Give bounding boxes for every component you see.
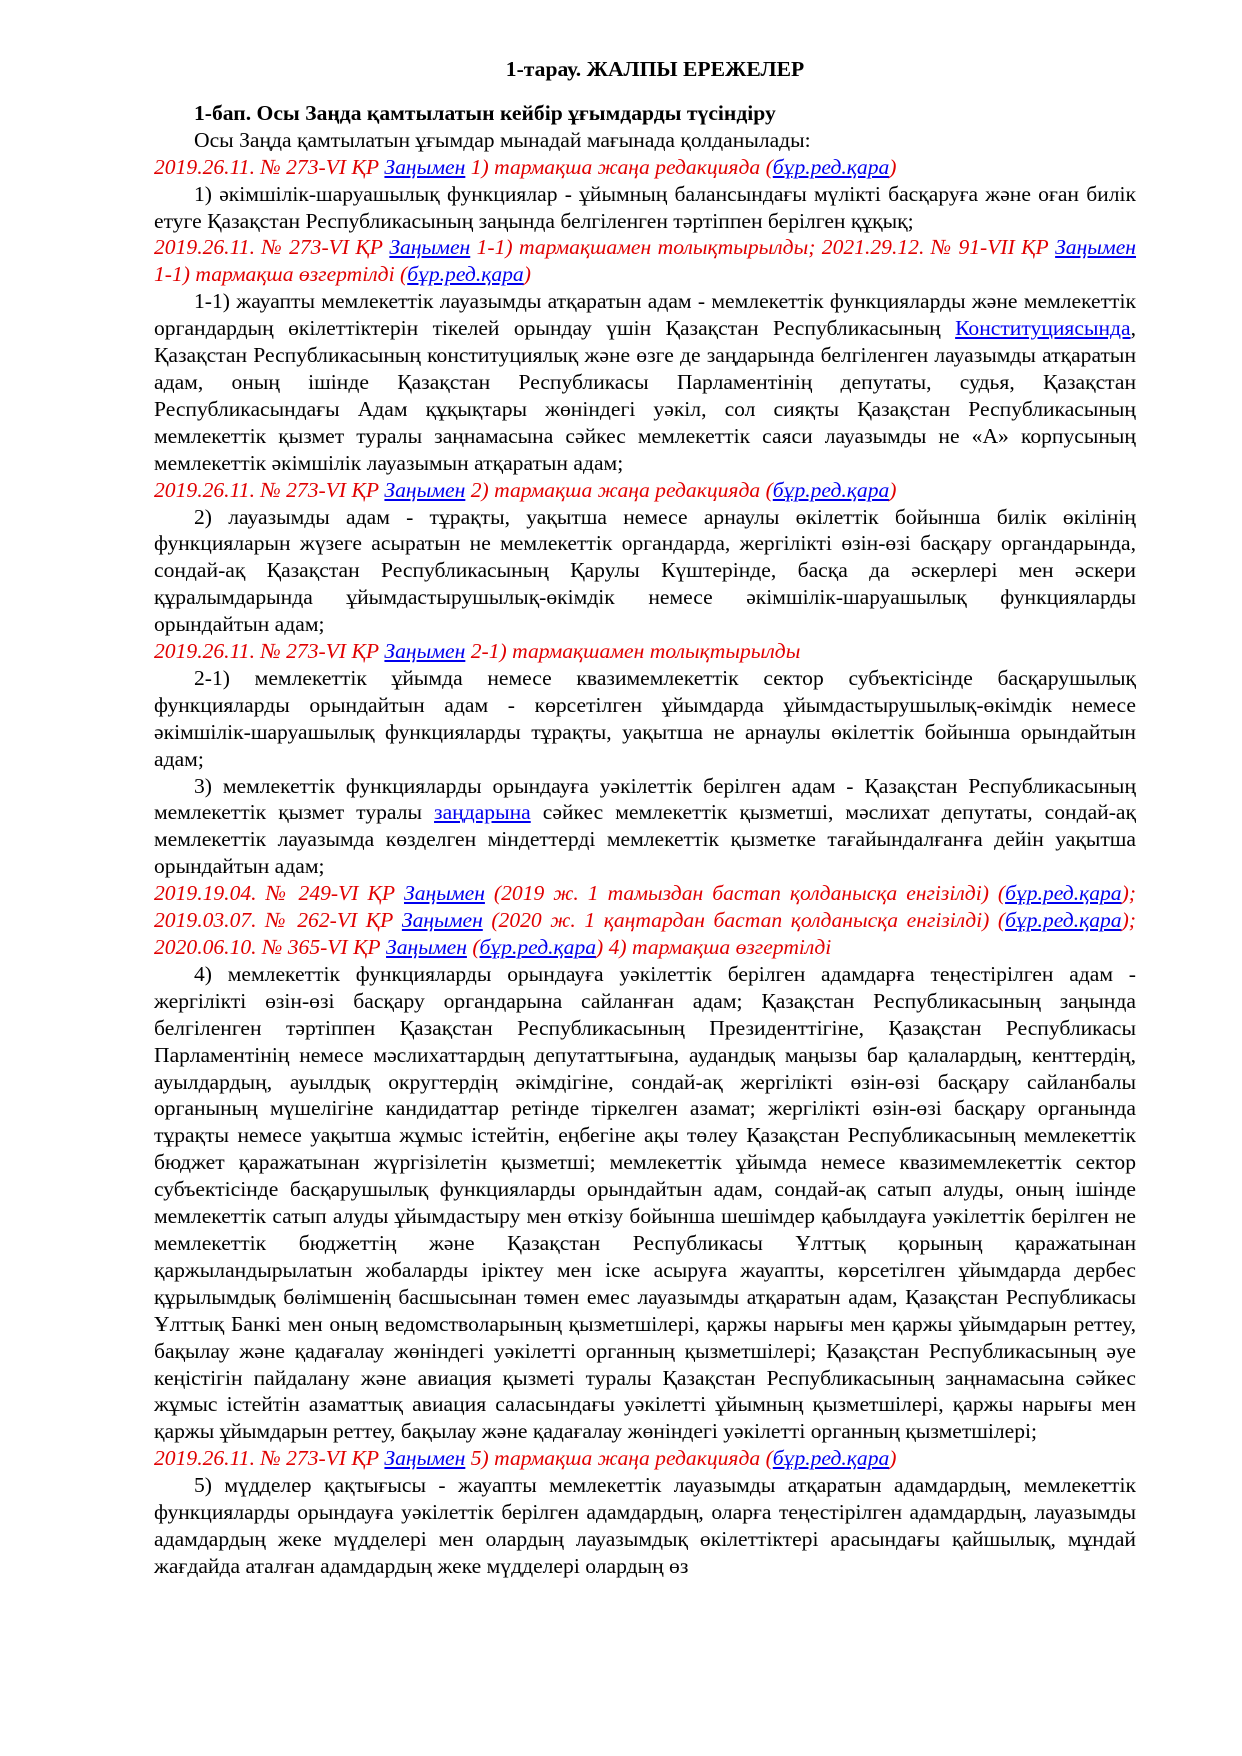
law-link[interactable]: Заңымен	[401, 908, 483, 933]
amendment-note	[154, 154, 1136, 181]
note-text: 2019.26.11. № 273-VI ҚР	[154, 1446, 385, 1471]
law-link[interactable]: Заңымен	[384, 1446, 466, 1471]
note-text: 2) тармақша жаңа редакцияда (	[465, 477, 773, 502]
note-text: 2019.19.04. № 249-VI ҚР	[154, 881, 405, 906]
note-text: ); 2020.06.10. № 365-VI ҚР	[154, 908, 1136, 959]
note-text: (2020 ж. 1 қаңтардан бастап қолданысқа енгізілді) (	[482, 908, 1006, 933]
definition-paragraph: 1) әкімшілік-шаруашылық функциялар - ұйымның балансындағы мүлікті басқаруға және оған билік етуге Қазақстан Республикасының заңында белгіленген тәртіппен берілген құқық;	[154, 181, 1136, 233]
note-text: 1) тармақша жаңа редакцияда (	[465, 154, 773, 179]
note-text: 2019.26.11. № 273-VI ҚР	[154, 154, 385, 179]
law-link[interactable]: Заңымен	[389, 235, 471, 260]
definition-paragraph: 4) мемлекеттік функцияларды орындауға уәкілеттік берілген адамдарға теңестірілген адам - жергілікті өзін-өзі басқару органдарына сайланған адам; Қазақстан Республикасының заңында белгіленген тәртіппен Қазақстан Республикасының Президенттігіне, Қазақстан Республикасы Парламентінің немесе мәслихаттардың депутаттығына, аудандық маңызы бар қалалардың, кенттердің, ауылдардың, ауылдық округтердің әкімдігіне, сондай-ақ жергілікті өзін-өзі басқару сайланбалы органының мүшелігіне кандидаттар ретінде тіркелген азамат; жергілікті өзін-өзі басқару органында тұрақты немесе уақытша жұмыс істейтін, еңбегіне ақы төлеу Қазақстан Республикасының мемлекеттік бюджет қаражатынан жүргізілетін қызметші; мемлекеттік ұйымда немесе квазимемлекеттік сектор субъектісінде басқарушылық функцияларды орындайтын адам, сондай-ақ сатып алуды, оның ішінде мемлекеттік сатып алуды ұйымдастыру мен өткізу бойынша шешімдер қабылдауға уәкілеттік берілген не мемлекеттік бюджеттің және Қазақстан Республикасы Ұлттық қорының қаражатынан қаржыландырылатын жобаларды іріктеу мен іске асыруға жауапты, көрсетілген ұйымдарда дербес құрылымдық бөлімшенің басшысынан төмен емес лауазымды атқаратын адам, Қазақстан Республикасы Ұлттық Банкі мен оның ведомстволарының қызметшілері, қаржы нарығы мен қаржы ұйымдарын реттеу, бақылау және қадағалау жөніндегі уәкілетті органның қызметшілері; Қазақстан Республикасының әуе кеңістігін пайдалану және авиация қызметі туралы Қазақстан Республикасының заңнамасына сәйкес жұмыс істейтін азаматтық авиация саласындағы уәкілетті ұйымның қызметшілері, қаржы нарығы мен қаржы ұйымдарын реттеу, бақылау және қадағалау жөніндегі уәкілетті органның қызметшілері;	[154, 961, 1136, 1444]
note-text: 5) тармақша жаңа редакцияда (	[465, 1446, 773, 1471]
note-text: (2019 ж. 1 тамыздан бастап қолданысқа енгізілді) (	[484, 881, 1006, 906]
note-text: )	[889, 477, 897, 502]
note-text: )	[523, 262, 531, 287]
note-text: 1-1) тармақша өзгертілді (	[154, 262, 408, 287]
previous-edition-link[interactable]: бұр.ред.қара	[772, 1446, 890, 1471]
article-heading: 1-бап. Осы Заңда қамтылатын кейбір ұғымдарды түсіндіру	[194, 100, 776, 125]
definition-paragraph	[154, 288, 1136, 476]
definition-paragraph: 2-1) мемлекеттік ұйымда немесе квазимемлекеттік сектор субъектісінде басқарушылық функцияларды орындайтын адам - көрсетілген ұйымдарда ұйымдастырушылық-өкімдік немесе әкімшілік-шаруашылық функцияларды тұрақты, уақытша не арнаулы өкілеттік бойынша орындайтын адам;	[154, 665, 1136, 771]
previous-edition-link[interactable]: бұр.ред.қара	[1005, 908, 1122, 933]
note-text: 2019.26.11. № 273-VI ҚР	[154, 477, 385, 502]
chapter-title: 1-тарау. ЖАЛПЫ ЕРЕЖЕЛЕР	[505, 57, 805, 81]
definition-paragraph: 2) лауазымды адам - тұрақты, уақытша немесе арнаулы өкілеттік бойынша билік өкілінің функцияларын жүзеге асыратын не мемлекеттік органдарда, жергілікті өзін-өзі басқару органдарында, сондай-ақ Қазақстан Республикасының Қарулы Күштерінде, басқа да әскерлері мен әскери құралымдарында ұйымдастырушылық-өкімдік немесе әкімшілік-шаруашылық функцияларды орындайтын адам;	[154, 504, 1136, 637]
note-text: ) 4) тармақша өзгертілді	[596, 935, 832, 959]
article-intro: Осы Заңда қамтылатын ұғымдар мынадай мағынада қолданылады:	[194, 127, 811, 152]
note-text: 1-1) тармақшамен толықтырылды; 2021.29.12. № 91-VII ҚР	[470, 235, 1056, 260]
document-page	[154, 56, 1136, 1580]
paragraph-text: 3) мемлекеттік функцияларды орындауға уәкілеттік берілген адам - Қазақстан Республикасының мемлекеттік қызмет туралы	[154, 773, 1136, 825]
previous-edition-link[interactable]: бұр.ред.қара	[479, 935, 597, 959]
note-text: )	[889, 1446, 897, 1471]
amendment-note	[154, 638, 1136, 665]
paragraph-text: сәйкес мемлекеттік қызметші, мәслихат депутаты, сондай-ақ мемлекеттік лауазымда көзделген міндеттерді мемлекеттік қызметке тағайындалғанға дейін уақытша орындайтын адам;	[154, 800, 1136, 879]
paragraph-text: 1-1) жауапты мемлекеттік лауазымды атқаратын адам - мемлекеттік функцияларды және мемлекеттік органдардың өкілеттіктерін тікелей орындау үшін Қазақстан Республикасының	[154, 289, 1136, 341]
definition-paragraph: 5) мүдделер қақтығысы - жауапты мемлекеттік лауазымды атқаратын адамдардың, мемлекеттік функцияларды орындауға уәкілеттік берілген адамдардың, оларға теңестірілген адамдардың, лауазымды адамдардың жеке мүдделері мен олардың лауазымдық өкілеттіктері арасындағы қайшылық, мұндай жағдайда аталған адамдардың жеке мүдделері олардың өз	[154, 1473, 1136, 1578]
law-link[interactable]: Заңымен	[386, 935, 467, 959]
note-text: 2019.26.11. № 273-VI ҚР	[154, 639, 385, 664]
law-link[interactable]: Заңымен	[384, 154, 466, 179]
amendment-note	[154, 234, 1136, 288]
constitution-link[interactable]: Конституциясында	[955, 316, 1131, 341]
law-link[interactable]: Заңымен	[384, 477, 466, 502]
laws-link[interactable]: заңдарына	[434, 800, 531, 825]
law-link[interactable]: Заңымен	[384, 639, 466, 664]
previous-edition-link[interactable]: бұр.ред.қара	[1005, 881, 1122, 906]
note-text: 2-1) тармақшамен толықтырылды	[465, 639, 801, 664]
note-text: 2019.26.11. № 273-VI ҚР	[154, 235, 390, 260]
law-link[interactable]: Заңымен	[1055, 235, 1137, 260]
previous-edition-link[interactable]: бұр.ред.қара	[407, 262, 524, 287]
previous-edition-link[interactable]: бұр.ред.қара	[772, 154, 890, 179]
amendment-note	[154, 477, 1136, 504]
note-text: ); 2019.03.07. № 262-VI ҚР	[154, 881, 1136, 933]
note-text: )	[889, 154, 897, 179]
previous-edition-link[interactable]: бұр.ред.қара	[772, 477, 890, 502]
definition-paragraph	[154, 773, 1136, 881]
law-link[interactable]: Заңымен	[404, 881, 485, 906]
amendment-note	[154, 1445, 1136, 1472]
amendment-note	[154, 880, 1136, 961]
paragraph-text: , Қазақстан Республикасының конституциялық және өзге де заңдарында белгіленген лауазымды атқаратын адам, оның ішінде Қазақстан Республикасы Парламентінің депутаты, судья, Қазақстан Республикасындағы Адам құқықтары жөніндегі уәкіл, сол сияқты Қазақстан Республикасының мемлекеттік қызмет туралы заңнамасына сәйкес мемлекеттік саяси лауазымды не «А» корпусының мемлекеттік әкімшілік лауазымын атқаратын адам;	[154, 316, 1136, 475]
note-text: (	[466, 935, 480, 959]
